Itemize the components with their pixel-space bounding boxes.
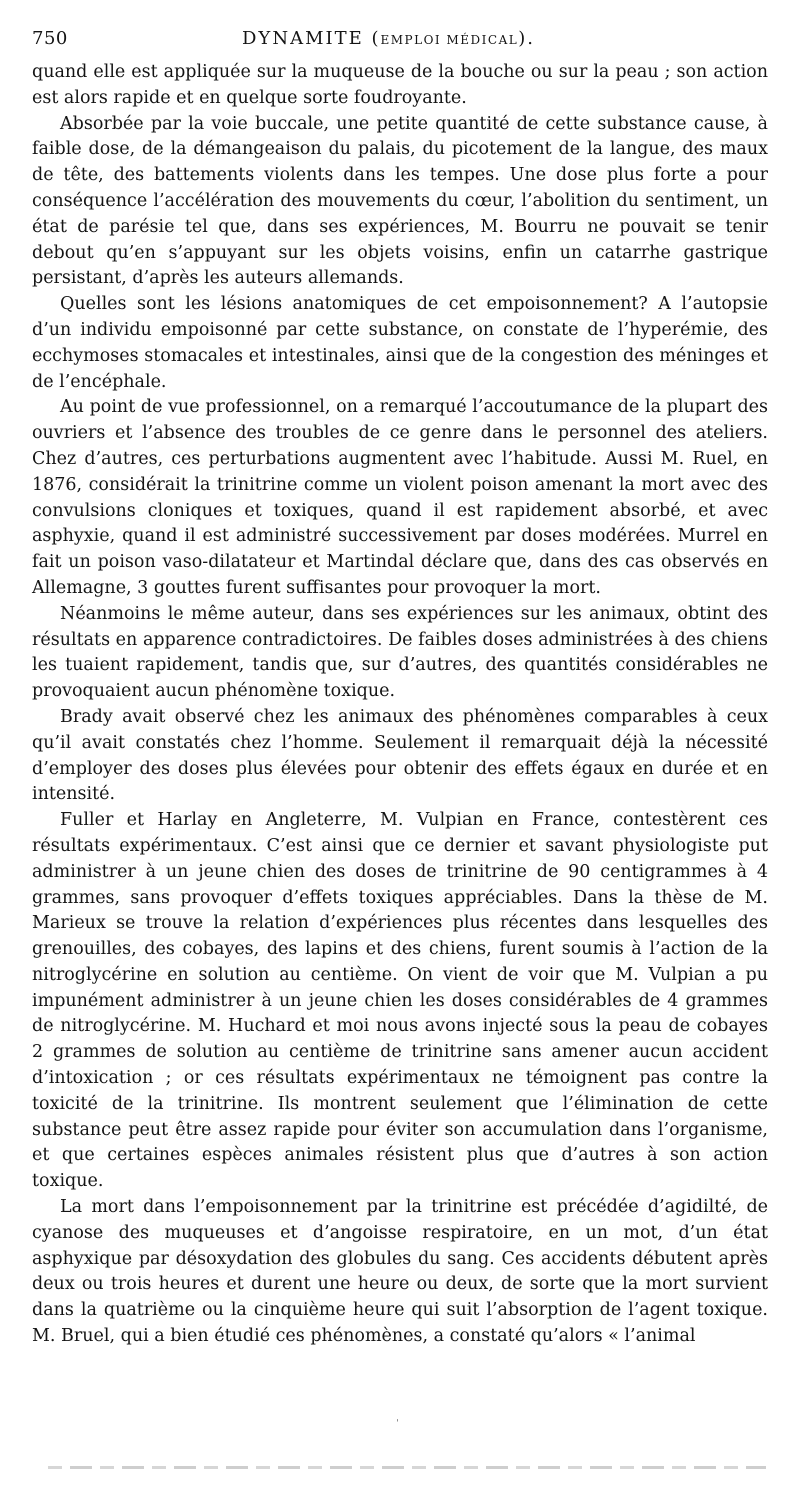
paragraph: Néanmoins le même auteur, dans ses expériences sur les animaux, obtint des résultats en apparence contradictoires. De faibles doses administrées à des chiens les tuaient rapidement, tandis que, sur d’autres, des quantités considérables ne provoquaient aucun phénomène toxique.	[32, 603, 768, 702]
paragraph: Quelles sont les lésions anatomiques de cet empoisonnement? A l’autopsie d’un individu empoisonné par cette substance, on constate de l’hyperémie, des ecchymoses stomacales et intestinales, ainsi que de la congestion des méninges et de l’encéphale.	[32, 294, 768, 392]
running-title-subtitle: EMPLOI MÉDICAL	[380, 33, 519, 47]
running-header	[32, 24, 768, 52]
running-title-main: DYNAMITE (	[242, 28, 381, 49]
paragraph: quand elle est appliquée sur la muqueuse de la bouche ou sur la peau ; son action est alors rapide et en quelque sorte foudroyante.	[32, 62, 768, 108]
running-title	[242, 28, 535, 49]
paragraph: Brady avait observé chez les animaux des phénomènes comparables à ceux qu’il avait constatés chez l’homme. Seulement il remarquait déjà la nécessité d’employer des doses plus élevées pour obtenir des effets égaux en durée et en intensité.	[32, 706, 768, 805]
paragraph: Au point de vue professionnel, on a remarqué l’accoutumance de la plupart des ouvriers et l’absence des troubles de ce genre dans le personnel des ateliers. Chez d’autres, ces perturbations augmentent avec l’habitude. Aussi M. Ruel, en 1876, considérait la trinitrine comme un violent poison amenant la mort avec des convulsions cloniques et toxiques, quand il est rapidement absorbé, et avec asphyxie, quand il est administré successivement par doses modérées. Murrel en fait un poison vaso-dilatateur et Martindal déclare que, dans des cas observés en Allemagne, 3 gouttes furent suffisantes pour provoquer la mort.	[32, 397, 768, 598]
book-page	[32, 24, 768, 1350]
paragraph: Fuller et Harlay en Angleterre, M. Vulpian en France, contestèrent ces résultats expérimentaux. C’est ainsi que ce dernier et savant physiologiste put administrer à un jeune chien des doses de trinitrine de 90 centigrammes à 4 grammes, sans provoquer d’effets toxiques appréciables. Dans la thèse de M. Marieux se trouve la relation d’expériences plus récentes dans lesquelles des grenouilles, des cobayes, des lapins et des chiens, furent soumis à l’action de la nitroglycérine en solution au centième. On vient de voir que M. Vulpian a pu impunément administrer à un jeune chien les doses considérables de 4 grammes de nitroglycérine. M. Huchard et moi nous avons injecté sous la peau de cobayes 2 grammes de solution au centième de trinitrine sans amener aucun accident d’intoxication ; or ces résultats expérimentaux ne témoignent pas contre la toxicité de la trinitrine. Ils montrent seulement que l’élimination de cette substance peut être assez rapide pour éviter son accumulation dans l’organisme, et que certaines espèces animales résistent plus que d’autres à son action toxique.	[32, 810, 768, 1192]
body-text	[32, 60, 768, 1350]
page-number: 750	[32, 28, 68, 49]
running-title-close: ).	[518, 28, 535, 49]
show-through-line	[48, 1466, 766, 1469]
paragraph: Absorbée par la voie buccale, une petite quantité de cette substance cause, à faible dose, de la démangeaison du palais, du picotement de la langue, des maux de tête, des battements violents dans les tempes. Une dose plus forte a pour conséquence l’accélération des mouvements du cœur, l’abolition du sentiment, un état de parésie tel que, dans ses expériences, M. Bourru ne pouvait se tenir debout qu’en s’appuyant sur les objets voisins, enfin un catarrhe gastrique persistant, d’après les auteurs allemands.	[32, 113, 768, 289]
stray-print-mark: ˌ	[396, 1412, 399, 1423]
paragraph: La mort dans l’empoisonnement par la trinitrine est précédée d’agidilté, de cyanose des muqueuses et d’angoisse respiratoire, en un mot, d’un état asphyxique par désoxydation des globules du sang. Ces accidents débutent après deux ou trois heures et durent une heure ou deux, de sorte que la mort survient dans la quatrième ou la cinquième heure qui suit l’absorption de l’agent toxique. M. Bruel, qui a bien étudié ces phénomènes, a constaté qu’alors « l’animal	[32, 1197, 768, 1347]
